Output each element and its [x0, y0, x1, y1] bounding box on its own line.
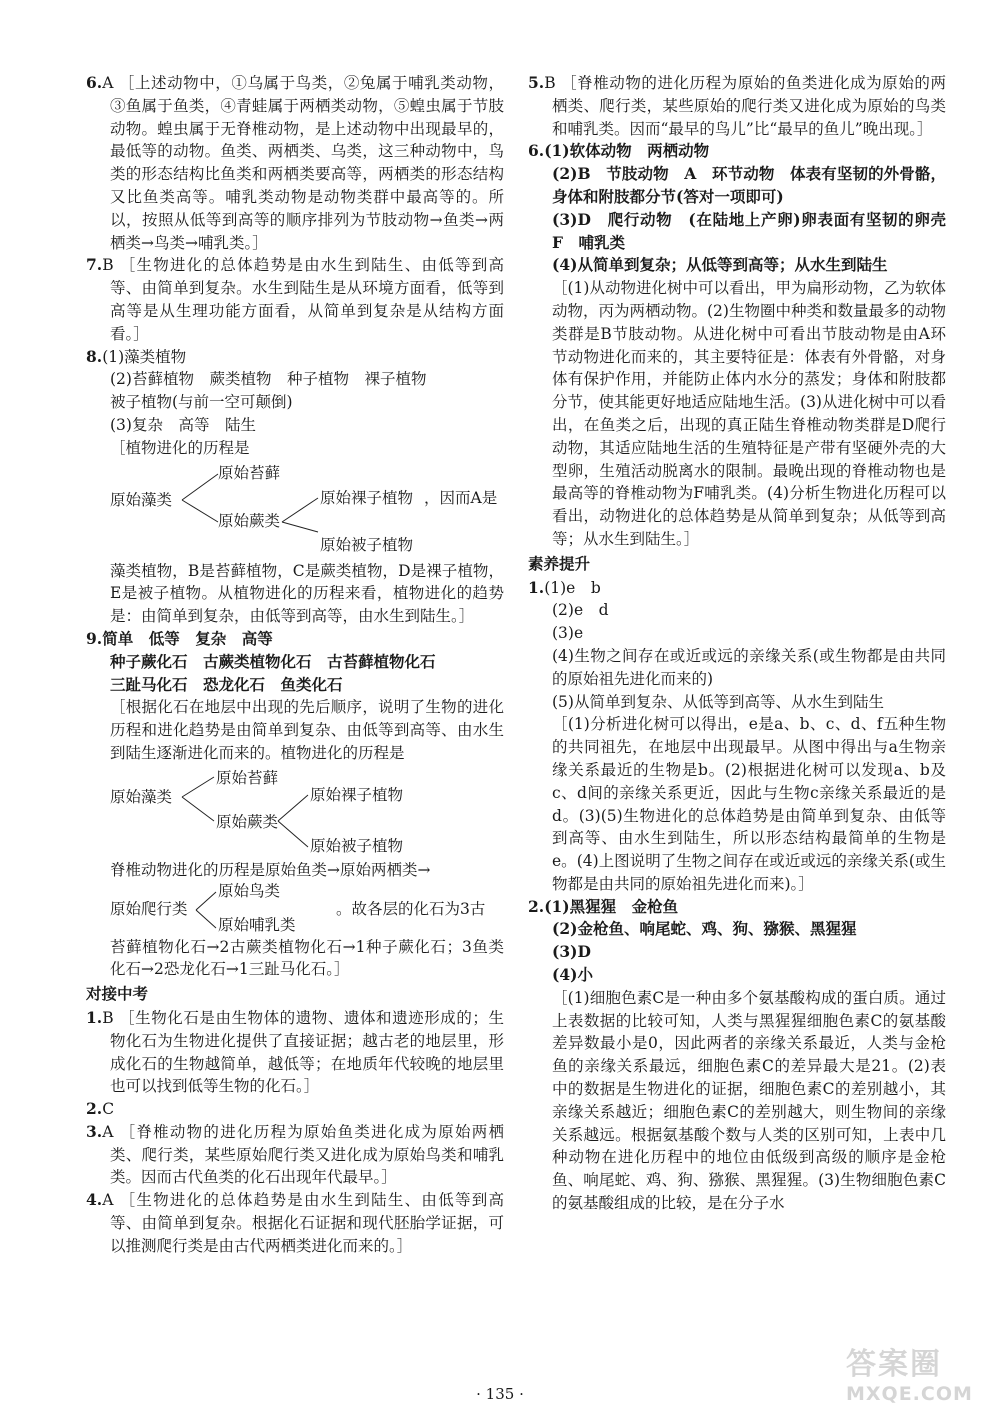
- tree-angiosperm: 原始被子植物: [320, 535, 414, 554]
- tree-gymnosperm: 原始裸子植物: [320, 488, 414, 507]
- tree-after-text: ，因而A是: [424, 488, 498, 507]
- left-column: [86, 72, 504, 1258]
- zk-answer-6-part2: (2)B 节肢动物 A 环节动物 体表有坚韧的外骨骼，身体和附肢都分节(答对一项即可): [552, 164, 946, 206]
- page-number: · 135 ·: [476, 1385, 524, 1403]
- zk-answer-6: 6.(1)软体动物 两栖动物: [528, 141, 710, 161]
- sy-answer-1-part4: (4)生物之间存在或近或远的亲缘关系(或生物都是由共同的原始祖先进化而来的): [552, 646, 946, 688]
- sy-answer-1-part3: (3)e: [552, 624, 584, 643]
- zk-answer-3: 3.A ［脊椎动物的进化历程为原始鱼类进化成为原始两栖类、爬行类，某些原始爬行类又进化成为原始鸟类和哺乳类。因而古代鱼类的化石出现年代最早。］: [86, 1121, 504, 1187]
- tree-root: 原始藻类: [110, 490, 173, 509]
- plant-evolution-tree-1: [110, 462, 504, 538]
- answer-8-explanation-start: ［植物进化的历程是: [110, 438, 250, 457]
- watermark-top: 答案圈: [846, 1347, 942, 1382]
- answer-9-line3: 三趾马化石 恐龙化石 鱼类化石: [110, 674, 343, 694]
- answer-9-line2: 种子蕨化石 古蕨类植物化石 古苔藓植物化石: [110, 651, 436, 671]
- answer-6: 6.A ［上述动物中，①乌属于鸟类，②兔属于哺乳类动物，③鱼属于鱼类，④青蛙属于两栖类动物，⑤蝗虫属于节肢动物。蝗虫属于无脊椎动物，是上述动物中出现最早的，最低等的动物。鱼类、两栖类、乌类，这三种动物中，鸟类的形态结构比鱼类和两栖类要高等，两栖类的形态结构又比鱼类高等。哺乳类动物是动物类群中最高等的。所以，按照从低等到高等的顺序排列为节肢动物→鱼类→两栖类→鸟类→哺乳类。］: [86, 73, 504, 252]
- tree3-bird: 原始鸟类: [218, 881, 281, 900]
- sy-answer-1-explanation: ［(1)分析进化树可以得出，e是a、b、c、d、f五种生物的共同祖先，在地层中出现最早。从图中得出与a生物亲缘关系最近的生物是b。(2)根据进化树可以发现a、b及c、d间的亲缘关系更近，因此与生物c亲缘关系最近的是d。(3)(5)生物进化的总体趋势是由简单到复杂、由低等到高等、由水生到陆生，所以形态结构最简单的生物是e。(4)上图说明了生物之间存在或近或远的亲缘关系(或生物都是由共同的原始祖先进化而来)。］: [552, 715, 946, 893]
- answer-7: 7.B ［生物进化的总体趋势是由水生到陆生、由低等到高等、由简单到复杂。水生到陆生是从环境方面看，低等到高等是从生理功能方面看，从简单到复杂是从结构方面看。］: [86, 255, 504, 343]
- zk-answer-6-part4: (4)从简单到复杂；从低等到高等；从水生到陆生: [552, 255, 888, 275]
- watermark-bottom: MXQE.COM: [846, 1383, 973, 1405]
- sy-answer-1: 1.(1)e b: [528, 577, 601, 597]
- reptile-evolution-tree: [110, 881, 504, 934]
- fossil-order-text: 苔藓植物化石→2古蕨类植物化石→1种子蕨化石；3鱼类化石→2恐龙化石→1三趾马化石。］: [110, 937, 504, 979]
- zk-answer-5: 5.B ［脊椎动物的进化历程为原始的鱼类进化成为原始的两栖类、爬行类，某些原始的爬行类又进化成为原始的鸟类和哺乳类。因而“最早的鸟儿”比“最早的鱼儿”晚出现。］: [528, 73, 946, 138]
- tree3-after-text: 。故各层的化石为3古: [336, 899, 486, 918]
- sy-answer-1-part2: (2)e d: [552, 601, 609, 620]
- answer-9: 9.简单 低等 复杂 高等: [86, 628, 273, 648]
- sy-answer-2: 2.(1)黑猩猩 金枪鱼: [528, 896, 679, 916]
- sy-answer-2-part4: (4)小: [552, 965, 593, 985]
- tree2-angiosperm: 原始被子植物: [310, 836, 404, 855]
- sy-answer-2-explanation: ［(1)细胞色素C是一种由多个氨基酸构成的蛋白质。通过上表数据的比较可知，人类与黑猩猩细胞色素C的氨基酸差异数最小是0，因此两者的亲缘关系最近，人类与金枪鱼的亲缘关系最远，细胞色素C的差异最大是21。(2)表中的数据是生物进化的证据，细胞色素C的差别越小，其亲缘关系越近；细胞色素C的差别越大，则生物间的亲缘关系越远。根据氨基酸个数与人类的区别可知，上表中几种动物在进化历程中的地位由低级到高级的顺序是金枪鱼、响尾蛇、鸡、狗、猕猴、黑猩猩。(3)生物细胞色素C的氨基酸组成的比较，是在分子水: [552, 988, 946, 1213]
- tree2-moss: 原始苔藓: [216, 768, 279, 787]
- section-title-zhongkao: 对接中考: [86, 985, 149, 1004]
- tree-fern: 原始蕨类: [218, 511, 281, 530]
- answer-8-part2: (2)苔藓植物 蕨类植物 种子植物 裸子植物: [110, 370, 427, 389]
- plant-evolution-tree-2: [110, 767, 504, 857]
- tree2-root: 原始藻类: [110, 787, 173, 806]
- sy-answer-1-part5: (5)从简单到复杂、从低等到高等、从水生到陆生: [552, 692, 884, 711]
- zk-answer-1: 1.B ［生物化石是由生物体的遗物、遗体和遗迹形成的；生物化石为生物进化提供了直接证据；越古老的地层里，形成化石的生物越简单，越低等；在地质年代较晚的地层里也可以找到低等生物的化石。］: [86, 1007, 504, 1096]
- answer-9-explanation: ［根据化石在地层中出现的先后顺序，说明了生物的进化历程和进化趋势是由简单到复杂、由低等到高等、由水生到陆生逐渐进化而来的。植物进化的历程是: [110, 698, 504, 762]
- zk-answer-6-explanation: ［(1)从动物进化树中可以看出，甲为扁形动物，乙为软体动物，丙为两栖动物。(2)生物圈中种类和数量最多的动物类群是B节肢动物。从进化树中可看出节肢动物是由A环节动物进化而来的，其主要特征是：体表有外骨骼，对身体有保护作用，并能防止体内水分的蒸发；身体和附肢都分节，使其能更好地适应陆地生活。(3)从进化树中可以看出，在鱼类之后，出现的真正陆生脊椎动物类群是D爬行动物，其适应陆地生活的生殖特征是产带有坚硬外壳的大型卵，生殖活动脱离水的限制。最晚出现的脊椎动物也是最高等的脊椎动物为F哺乳类。(4)分析生物进化历程可以看出，动物进化的总体趋势是从简单到复杂；从低等到高等；从水生到陆生。］: [552, 279, 946, 548]
- answer-8-part3: (3)复杂 高等 陆生: [110, 415, 256, 434]
- tree2-gymnosperm: 原始裸子植物: [310, 785, 404, 804]
- answer-8-part2b: 被子植物(与前一空可颠倒): [110, 393, 293, 412]
- tree2-fern: 原始蕨类: [216, 812, 279, 831]
- watermark-logo: [846, 1339, 986, 1413]
- right-column: [528, 72, 962, 1215]
- zk-answer-2: 2.C: [86, 1099, 115, 1119]
- tree3-root: 原始爬行类: [110, 899, 188, 918]
- answer-8-explanation: 藻类植物，B是苔藓植物，C是蕨类植物，D是裸子植物，E是被子植物。从植物进化的历程来看，植物进化的趋势是：由简单到复杂，由低等到高等，由水生到陆生。］: [110, 561, 504, 626]
- sy-answer-2-part3: (3)D: [552, 942, 591, 962]
- zk-answer-6-part3: (3)D 爬行动物 (在陆地上产卵)卵表面有坚韧的卵壳 F 哺乳类: [552, 209, 962, 252]
- section-title-suyang: 素养提升: [528, 554, 591, 573]
- zk-answer-4: 4.A ［生物进化的总体趋势是由水生到陆生、由低等到高等、由简单到复杂。根据化石证据和现代胚胎学证据，可以推测爬行类是由古代两栖类进化而来的。］: [86, 1190, 504, 1255]
- sy-answer-2-part2: (2)金枪鱼、响尾蛇、鸡、狗、猕猴、黑猩猩: [552, 919, 857, 939]
- vertebrate-evolution-text: 脊椎动物进化的历程是原始鱼类→原始两栖类→: [110, 860, 431, 879]
- answer-8: 8.(1)藻类植物: [86, 346, 187, 366]
- tree-moss: 原始苔藓: [218, 463, 281, 482]
- tree3-mammal: 原始哺乳类: [218, 915, 296, 934]
